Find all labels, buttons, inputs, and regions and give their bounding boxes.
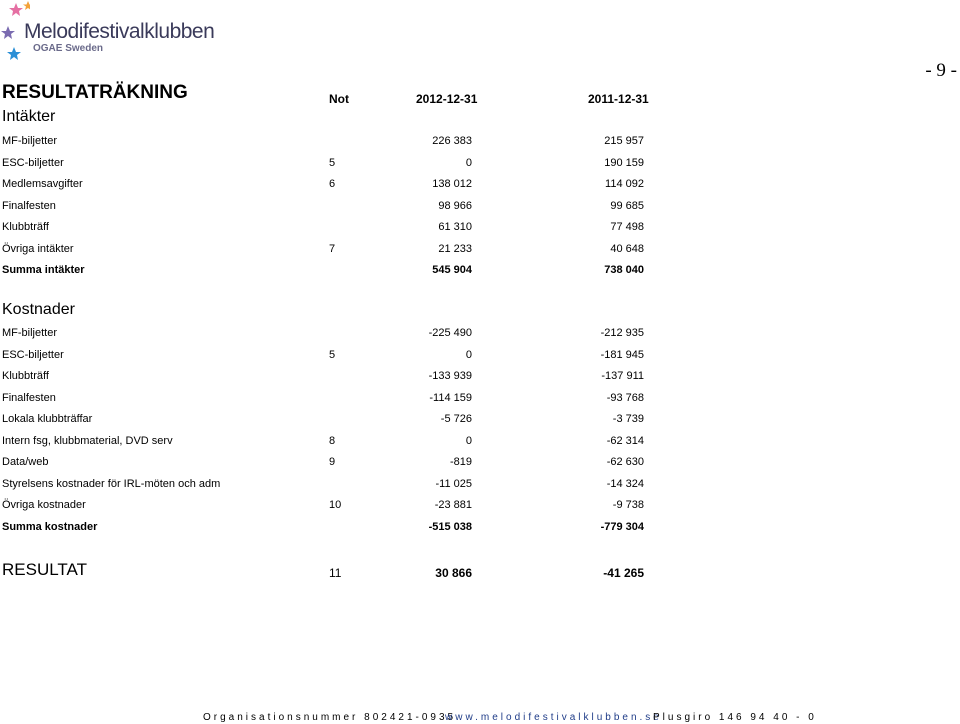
row-note: 5 xyxy=(329,156,336,169)
row-value-2012: 226 383 xyxy=(432,135,472,147)
row-value-2012: -225 490 xyxy=(428,327,472,339)
result-label: RESULTAT xyxy=(2,560,88,579)
logo xyxy=(0,0,215,66)
row-note: 8 xyxy=(329,434,336,447)
row-value-2011: 215 957 xyxy=(604,135,644,147)
column-header-not: Not xyxy=(329,92,349,106)
row-value-2012: 545 904 xyxy=(432,264,472,276)
row-label: ESC-biljetter xyxy=(2,156,64,169)
row-value-2011: 99 685 xyxy=(610,199,644,212)
row-value-2012: 98 966 xyxy=(438,199,472,212)
row-value-2012: 138 012 xyxy=(432,178,472,190)
table-row xyxy=(0,327,660,343)
row-value-2012: 0 xyxy=(465,348,472,361)
row-value-2011: -779 304 xyxy=(600,520,644,533)
table-row xyxy=(0,413,660,429)
table-row xyxy=(0,370,660,386)
row-label: Finalfesten xyxy=(2,391,56,404)
table-row xyxy=(0,243,660,259)
page-title: RESULTATRÄKNING xyxy=(2,82,188,103)
table-row xyxy=(0,200,660,216)
row-value-2011: -181 945 xyxy=(600,348,644,361)
row-value-2011: 77 498 xyxy=(610,221,644,233)
row-value-2011: -137 911 xyxy=(601,370,644,382)
row-value-2012: 61 310 xyxy=(438,221,472,233)
table-row xyxy=(0,456,660,472)
row-label: Medlemsavgifter xyxy=(2,178,83,190)
logo-subtitle: OGAE Sweden xyxy=(33,43,104,54)
footer-plusgiro: Plusgiro 146 94 40 - 0 xyxy=(653,712,817,723)
table-row xyxy=(0,435,660,451)
row-value-2012: -11 025 xyxy=(435,477,472,490)
row-value-2012: 0 xyxy=(465,156,472,169)
footer-org-number: Organisationsnummer 802421-0935 xyxy=(203,712,457,723)
row-label: Klubbträff xyxy=(2,370,49,382)
row-value-2011: 114 092 xyxy=(605,178,644,190)
column-header-2011: 2011-12-31 xyxy=(588,92,649,106)
table-row xyxy=(0,478,660,494)
row-label: Data/web xyxy=(2,456,49,468)
star-blue xyxy=(7,47,21,60)
row-label: ESC-biljetter xyxy=(2,348,64,361)
row-value-2012: -23 881 xyxy=(434,499,472,511)
row-value-2012: -5 726 xyxy=(440,413,472,425)
logo-name: Melodifestivalklubben xyxy=(24,20,215,43)
row-label: Lokala klubbträffar xyxy=(2,413,93,425)
star-pink xyxy=(9,3,23,16)
row-value-2011: -3 739 xyxy=(612,413,644,425)
row-value-2012: 0 xyxy=(465,434,472,447)
column-header-2012: 2012-12-31 xyxy=(416,92,478,106)
costs-heading: Kostnader xyxy=(2,301,75,318)
row-value-2012: -515 038 xyxy=(428,520,472,533)
table-row xyxy=(0,135,660,151)
row-value-2011: 40 648 xyxy=(610,242,644,255)
row-value-2012: -114 159 xyxy=(429,391,472,404)
result-2012: 30 866 xyxy=(435,566,472,580)
table-row xyxy=(0,392,660,408)
table-row xyxy=(0,221,660,237)
row-label: Intern fsg, klubbmaterial, DVD serv xyxy=(2,434,173,447)
footer-website[interactable]: www.melodifestivalklubben.se xyxy=(445,712,662,723)
row-value-2011: 738 040 xyxy=(604,264,644,276)
row-value-2011: -212 935 xyxy=(600,327,644,339)
row-label: Klubbträff xyxy=(2,221,49,233)
income-total-row xyxy=(0,264,660,280)
row-note: 10 xyxy=(329,499,342,511)
row-value-2011: -62 630 xyxy=(606,456,644,468)
star-orange xyxy=(23,1,30,10)
row-label: Övriga intäkter xyxy=(2,242,74,255)
row-value-2012: -133 939 xyxy=(428,370,472,382)
table-row xyxy=(0,157,660,173)
row-note: 7 xyxy=(329,242,336,255)
row-note: 5 xyxy=(329,348,336,361)
row-value-2011: -62 314 xyxy=(606,434,644,447)
row-label: Summa kostnader xyxy=(2,520,98,533)
row-label: Övriga kostnader xyxy=(2,499,86,511)
page-number: - 9 - xyxy=(925,60,957,81)
result-2011: -41 265 xyxy=(603,566,644,580)
result-note: 11 xyxy=(329,566,342,580)
row-value-2011: -93 768 xyxy=(606,391,644,404)
row-value-2011: 190 159 xyxy=(604,156,644,169)
row-label: Finalfesten xyxy=(2,199,56,212)
row-label: MF-biljetter xyxy=(2,135,58,147)
result-row xyxy=(0,560,660,584)
row-label: MF-biljetter xyxy=(2,327,58,339)
star-purple xyxy=(1,26,15,39)
table-row xyxy=(0,349,660,365)
row-value-2012: -819 xyxy=(449,456,472,468)
table-row xyxy=(0,499,660,515)
row-value-2011: -14 324 xyxy=(606,477,644,490)
row-value-2011: -9 738 xyxy=(612,499,644,511)
row-label: Summa intäkter xyxy=(2,264,85,276)
row-label: Styrelsens kostnader för IRL-möten och adm xyxy=(2,477,221,490)
income-heading: Intäkter xyxy=(2,108,56,125)
table-row xyxy=(0,178,660,194)
row-value-2012: 21 233 xyxy=(438,242,472,255)
row-note: 9 xyxy=(329,456,336,468)
row-note: 6 xyxy=(329,178,336,190)
costs-total-row xyxy=(0,521,660,537)
